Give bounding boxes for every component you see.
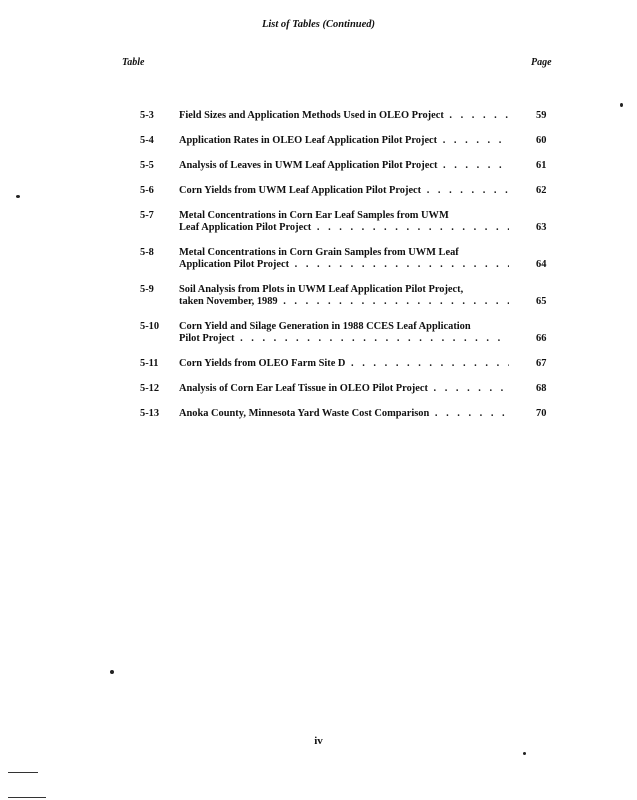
- table-number: 5-9: [140, 284, 154, 295]
- scan-mark-line: [8, 797, 46, 798]
- table-number: 5-13: [140, 408, 160, 419]
- table-title-line: Soil Analysis from Plots in UWM Leaf Application Pilot Project,: [179, 284, 464, 295]
- table-page-number: 67: [536, 358, 547, 369]
- page-column-label: Page: [531, 57, 552, 68]
- table-entry: [0, 185, 637, 197]
- table-title: [179, 185, 509, 197]
- table-entry: [0, 358, 637, 370]
- table-title-line: Application Pilot Project . . .: [179, 259, 509, 271]
- table-title-line: Analysis of Leaves in UWM Leaf Application Pilot Project . . .: [179, 160, 509, 172]
- table-page-number: 62: [536, 185, 547, 196]
- table-number: 5-4: [140, 135, 154, 146]
- table-page-number: 66: [536, 333, 547, 344]
- scan-mark-line: [8, 772, 38, 773]
- scan-speck: [110, 670, 114, 674]
- table-title: [179, 110, 509, 122]
- table-title-line: Metal Concentrations in Corn Grain Samples from UWM Leaf: [179, 247, 459, 258]
- table-page-number: 70: [536, 408, 547, 419]
- table-number: 5-7: [140, 210, 154, 221]
- table-entry: [0, 160, 637, 172]
- table-number: 5-6: [140, 185, 154, 196]
- table-entry: [0, 210, 637, 234]
- scan-speck: [16, 195, 20, 198]
- table-title: [179, 358, 509, 370]
- table-title: [179, 247, 509, 271]
- table-page-number: 60: [536, 135, 547, 146]
- table-page-number: 59: [536, 110, 547, 121]
- table-number: 5-11: [140, 358, 159, 369]
- page-number: iv: [314, 735, 323, 747]
- table-title: [179, 284, 509, 308]
- table-number: 5-3: [140, 110, 154, 121]
- table-title-line: Corn Yields from UWM Leaf Application Pilot Project . . .: [179, 185, 509, 197]
- table-title-line: taken November, 1989 . . .: [179, 296, 509, 308]
- scan-speck: [620, 103, 623, 107]
- table-page-number: 65: [536, 296, 547, 307]
- table-entry: [0, 135, 637, 147]
- table-entry: [0, 383, 637, 395]
- table-number: 5-12: [140, 383, 160, 394]
- table-title-line: Metal Concentrations in Corn Ear Leaf Samples from UWM: [179, 210, 449, 221]
- scan-speck: [523, 752, 526, 755]
- table-list: [0, 110, 637, 433]
- table-number: 5-8: [140, 247, 154, 258]
- table-title: [179, 135, 509, 147]
- table-page-number: 68: [536, 383, 547, 394]
- table-entry: [0, 321, 637, 345]
- table-number: 5-10: [140, 321, 160, 332]
- table-title: [179, 408, 509, 420]
- table-title: [179, 383, 509, 395]
- table-title-line: Field Sizes and Application Methods Used in OLEO Project . . .: [179, 110, 509, 122]
- table-title-line: Application Rates in OLEO Leaf Application Pilot Project . . .: [179, 135, 509, 147]
- table-title-line: Anoka County, Minnesota Yard Waste Cost Comparison . . .: [179, 408, 509, 420]
- table-title: [179, 160, 509, 172]
- table-entry: [0, 110, 637, 122]
- table-entry: [0, 284, 637, 308]
- table-title-line: Corn Yields from OLEO Farm Site D . . .: [179, 358, 509, 370]
- table-title-line: Corn Yield and Silage Generation in 1988 CCES Leaf Application: [179, 321, 471, 332]
- table-page-number: 64: [536, 259, 547, 270]
- table-entry: [0, 247, 637, 271]
- table-page-number: 61: [536, 160, 547, 171]
- table-title-line: Pilot Project . . .: [179, 333, 509, 345]
- table-title-line: Analysis of Corn Ear Leaf Tissue in OLEO Pilot Project . . .: [179, 383, 509, 395]
- table-title-line: Leaf Application Pilot Project . . .: [179, 222, 509, 234]
- table-column-label: Table: [122, 57, 145, 68]
- table-page-number: 63: [536, 222, 547, 233]
- table-entry: [0, 408, 637, 420]
- table-title: [179, 210, 509, 234]
- table-number: 5-5: [140, 160, 154, 171]
- table-title: [179, 321, 509, 345]
- page-heading: List of Tables (Continued): [261, 19, 376, 30]
